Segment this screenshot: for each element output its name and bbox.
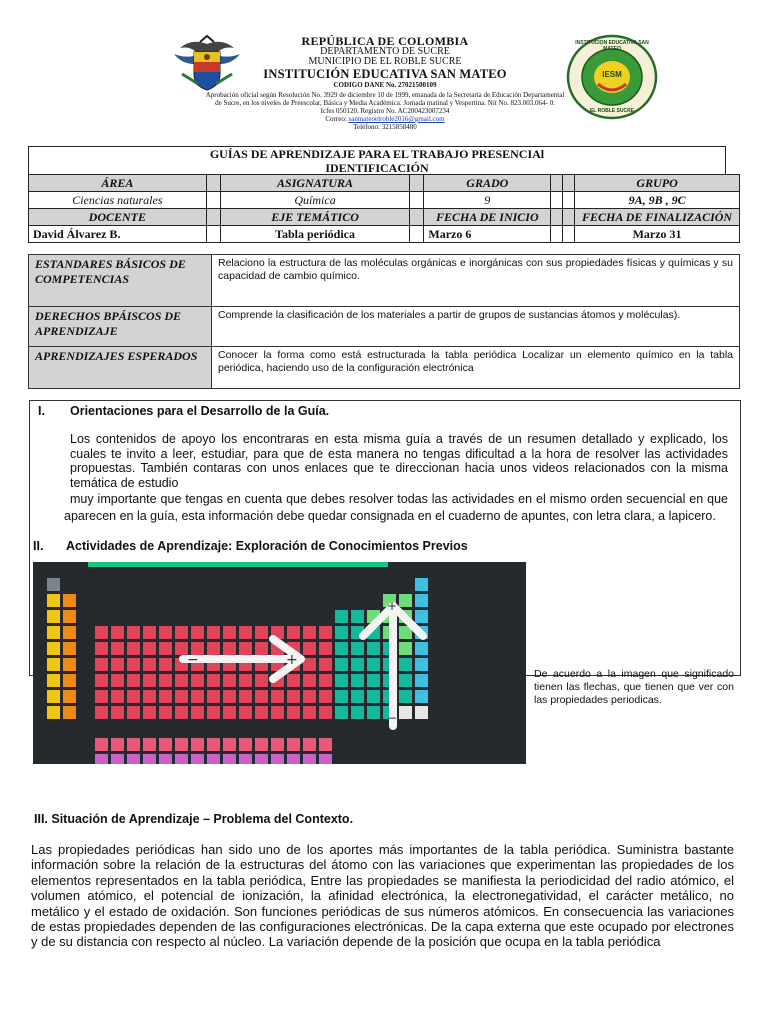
transition-cell <box>287 690 300 703</box>
alkali-cell <box>47 674 60 687</box>
school-seal <box>566 34 658 120</box>
transition-cell <box>95 658 108 671</box>
transition-cell <box>95 674 108 687</box>
header-fecha-inicio: FECHA DE INICIO <box>424 209 551 226</box>
transition-cell <box>159 626 172 639</box>
transition-cell <box>127 706 140 719</box>
alkaline-cell <box>63 594 76 607</box>
transition-cell <box>111 674 124 687</box>
institution-name: INSTITUCIÓN EDUCATIVA SAN MATEO <box>263 67 507 81</box>
actinide-cell <box>287 754 300 764</box>
header-area: ÁREA <box>29 175 207 192</box>
lanthanide-cell <box>255 738 268 751</box>
svg-text:+: + <box>286 652 298 668</box>
competency-text: Conocer la forma como está estructurada la tabla periódica Localizar un elemento químico en la tabla periódica, haciendo uso de la configuración electrónica <box>212 347 740 389</box>
transition-cell <box>319 658 332 671</box>
transition-cell <box>159 706 172 719</box>
transition-cell <box>255 706 268 719</box>
competency-label: DERECHOS BPÁISCOS DE APRENDIZAJE <box>29 307 212 347</box>
top-strip <box>88 562 388 567</box>
value-area: Ciencias naturales <box>29 192 207 209</box>
guide-subtitle: IDENTIFICACIÓN <box>325 161 429 175</box>
lanthanide-cell <box>159 738 172 751</box>
alkali-cell <box>47 658 60 671</box>
transition-cell <box>111 626 124 639</box>
actinide-cell <box>255 754 268 764</box>
actinide-cell <box>239 754 252 764</box>
value-grado: 9 <box>424 192 551 209</box>
actinide-cell <box>95 754 108 764</box>
competency-label: ESTANDARES BÁSICOS DE COMPETENCIAS <box>29 255 212 307</box>
email-line <box>160 116 610 123</box>
seal-ring-text: INSTITUCION EDUCATIVA SAN MATEO <box>575 40 649 52</box>
header-fecha-fin: FECHA DE FINALIZACIÓN <box>575 209 740 226</box>
transition-cell <box>127 658 140 671</box>
seal-center-text: IESM <box>602 70 622 79</box>
lanthanide-cell <box>111 738 124 751</box>
transition-cell <box>287 706 300 719</box>
transition-cell <box>319 626 332 639</box>
transition-cell <box>223 690 236 703</box>
lanthanide-cell <box>319 738 332 751</box>
table-row <box>29 226 740 243</box>
hydrogen-cell <box>47 578 60 591</box>
alkali-cell <box>47 594 60 607</box>
transition-cell <box>207 706 220 719</box>
transition-cell <box>143 642 156 655</box>
actinide-cell <box>143 754 156 764</box>
phone-line: Teléfono: 3215858480 <box>353 123 417 131</box>
transition-cell <box>111 658 124 671</box>
main-group-cell <box>335 658 348 671</box>
transition-cell <box>111 690 124 703</box>
alkaline-cell <box>63 706 76 719</box>
transition-cell <box>127 642 140 655</box>
department-name: DEPARTAMENTO DE SUCRE <box>320 46 450 57</box>
header-docente: DOCENTE <box>29 209 207 226</box>
actinide-cell <box>159 754 172 764</box>
transition-cell <box>319 706 332 719</box>
lanthanide-cell <box>287 738 300 751</box>
section-3-title: III. Situación de Aprendizaje – Problema del Contexto. <box>34 812 354 826</box>
transition-cell <box>271 706 284 719</box>
lanthanide-cell <box>239 738 252 751</box>
transition-cell <box>159 658 172 671</box>
lanthanide-cell <box>271 738 284 751</box>
main-group-cell <box>335 626 348 639</box>
lanthanide-cell <box>127 738 140 751</box>
actinide-cell <box>223 754 236 764</box>
value-asignatura: Química <box>220 192 410 209</box>
noble-cell <box>415 578 428 591</box>
lanthanide-cell <box>223 738 236 751</box>
actinide-cell <box>303 754 316 764</box>
value-docente: David Álvarez B. <box>29 226 207 243</box>
main-group-cell <box>335 706 348 719</box>
header-eje: EJE TEMÁTICO <box>220 209 410 226</box>
section-2-question: De acuerdo a la imagen que significado tienen las flechas, que tienen que ver con las propiedades periodicas. <box>534 668 734 706</box>
arrow-up-icon <box>351 596 431 736</box>
lanthanide-cell <box>207 738 220 751</box>
alkali-cell <box>47 706 60 719</box>
lanthanide-cell <box>191 738 204 751</box>
section-2-title: Actividades de Aprendizaje: Exploración de Conocimientos Previos <box>66 539 468 553</box>
dane-code: CODIGO DANE No. 27021500109 <box>333 81 437 89</box>
competency-text: Comprende la clasificación de los materiales a partir de grupos de sustancias átomos y moléculas). <box>212 307 740 347</box>
transition-cell <box>143 674 156 687</box>
main-group-cell <box>335 610 348 623</box>
transition-cell <box>143 626 156 639</box>
actinide-cell <box>191 754 204 764</box>
svg-text:−: − <box>387 711 398 725</box>
header-asignatura: ASIGNATURA <box>220 175 410 192</box>
alkali-cell <box>47 642 60 655</box>
value-eje: Tabla periódica <box>220 226 410 243</box>
table-row <box>29 307 740 347</box>
alkaline-cell <box>63 610 76 623</box>
transition-cell <box>111 642 124 655</box>
transition-cell <box>223 706 236 719</box>
alkaline-cell <box>63 642 76 655</box>
actinide-cell <box>271 754 284 764</box>
svg-text:+: + <box>387 599 398 613</box>
section-1-paragraph-1: Los contenidos de apoyo los encontraras en esta misma guía a través de un resumen detallado y explicado, los cuales te invito a leer, estudiar, para que de esta manera no tengas dificultad a la hora de resolver las actividades propuestas. También contaras con unos enlaces que te direccionan hacia unos videos relacionados con la misma temática de estudio <box>70 432 728 490</box>
lanthanide-cell <box>95 738 108 751</box>
competency-label: APRENDIZAJES ESPERADOS <box>29 347 212 389</box>
transition-cell <box>255 690 268 703</box>
actinide-cell <box>127 754 140 764</box>
transition-cell <box>95 706 108 719</box>
alkali-cell <box>47 610 60 623</box>
alkali-cell <box>47 690 60 703</box>
transition-cell <box>159 642 172 655</box>
email-link[interactable]: sanmateoelroble2016@gmail.com <box>348 115 445 123</box>
transition-cell <box>111 706 124 719</box>
competency-text: Relaciono la estructura de las moléculas orgánicas e inorgánicas con sus propiedades físicas y químicas y su capacidad de cambio químico. <box>212 255 740 307</box>
section-1-paragraph-2: muy importante que tengas en cuenta que debes resolver todas las actividades en el mismo orden secuencial en que aparecen en la guía, esta información debe quedar consignada en el cuaderno de apuntes, con letra clara, a lapicero. <box>64 492 728 523</box>
main-group-cell <box>335 674 348 687</box>
alkali-cell <box>47 626 60 639</box>
lanthanide-cell <box>143 738 156 751</box>
transition-cell <box>303 690 316 703</box>
table-row <box>29 175 740 192</box>
transition-cell <box>95 642 108 655</box>
transition-cell <box>127 626 140 639</box>
arrow-right-icon <box>173 634 313 684</box>
transition-cell <box>175 706 188 719</box>
transition-cell <box>271 690 284 703</box>
transition-cell <box>239 690 252 703</box>
table-row <box>29 209 740 226</box>
municipality-name: MUNICIPIO DE EL ROBLE SUCRE <box>308 56 462 67</box>
resolution-line-1: Aprobación oficial según Resolución No. 3929 de diciembre 10 de 1999, emanada de la Secretaría de Educación Departamental <box>205 91 565 99</box>
seal-bottom-text: EL ROBLE SUCRE <box>589 108 635 114</box>
transition-cell <box>159 690 172 703</box>
transition-cell <box>159 674 172 687</box>
transition-cell <box>319 690 332 703</box>
resolution-line-2: de Sucre, en los niveles de Preescolar, Básica y Media Académica. Jornada matinal y Vespertina. Nit No. 823.003.064- 0. <box>215 99 555 107</box>
periodic-table-image <box>33 562 526 764</box>
header-grupo: GRUPO <box>575 175 740 192</box>
actinide-cell <box>207 754 220 764</box>
actinide-cell <box>319 754 332 764</box>
main-group-cell <box>335 690 348 703</box>
value-grupo: 9A, 9B , 9C <box>575 192 740 209</box>
transition-cell <box>127 674 140 687</box>
guide-title: GUÍAS DE APRENDIZAJE PARA EL TRABAJO PRESENCIAl <box>209 147 545 161</box>
transition-cell <box>95 626 108 639</box>
transition-cell <box>143 706 156 719</box>
transition-cell <box>127 690 140 703</box>
section-2-number: II. <box>33 539 44 553</box>
transition-cell <box>191 706 204 719</box>
table-row <box>29 192 740 209</box>
table-row <box>29 255 740 307</box>
lanthanide-cell <box>175 738 188 751</box>
transition-cell <box>143 658 156 671</box>
alkaline-cell <box>63 658 76 671</box>
transition-cell <box>207 690 220 703</box>
transition-cell <box>191 690 204 703</box>
actinide-cell <box>111 754 124 764</box>
identification-table <box>28 174 740 243</box>
main-group-cell <box>335 642 348 655</box>
alkaline-cell <box>63 674 76 687</box>
email-label: Correo: <box>325 115 347 123</box>
icfes-line: Icfes 050120. Registro No. AC200423007234 <box>320 107 450 115</box>
alkaline-cell <box>63 690 76 703</box>
transition-cell <box>95 690 108 703</box>
value-fecha-inicio: Marzo 6 <box>424 226 551 243</box>
value-fecha-fin: Marzo 31 <box>575 226 740 243</box>
transition-cell <box>319 642 332 655</box>
alkaline-cell <box>63 626 76 639</box>
section-1-number: I. <box>38 404 45 418</box>
section-1-title: Orientaciones para el Desarrollo de la Guía. <box>70 404 330 418</box>
transition-cell <box>319 674 332 687</box>
table-row <box>29 347 740 389</box>
transition-cell <box>175 690 188 703</box>
country-name: REPÚBLICA DE COLOMBIA <box>301 34 469 48</box>
section-3-body: Las propiedades periódicas han sido uno de los aportes más importantes de la tabla periódica. Suministra bastante información sobre la relación de la estructuras del átomo con las variaciones que experimentan las propiedades de los elementos representados en la tabla periódica, Entre las propiedades se manifiesta la periodicidad del radio atómico, el volumen atómico, el potencial de ionización, la afinidad electrónica, la electronegatividad, el carácter metálico, no metálico y el estado de oxidación. Son funciones periódicas de sus números atómicos. En consecuencia las variaciones de estas propiedades dependen de las configuraciones electrónicas. De la capa externa que este ocupado por electrones y de su distancia con respecto al núcleo. La variación depende de la posición que ocupa en la tabla periódica <box>31 842 734 950</box>
actinide-cell <box>175 754 188 764</box>
transition-cell <box>303 706 316 719</box>
guide-title-box <box>28 146 726 175</box>
header-grado: GRADO <box>424 175 551 192</box>
lanthanide-cell <box>303 738 316 751</box>
transition-cell <box>143 690 156 703</box>
svg-text:−: − <box>187 652 199 668</box>
competencies-table <box>28 254 740 389</box>
transition-cell <box>239 706 252 719</box>
